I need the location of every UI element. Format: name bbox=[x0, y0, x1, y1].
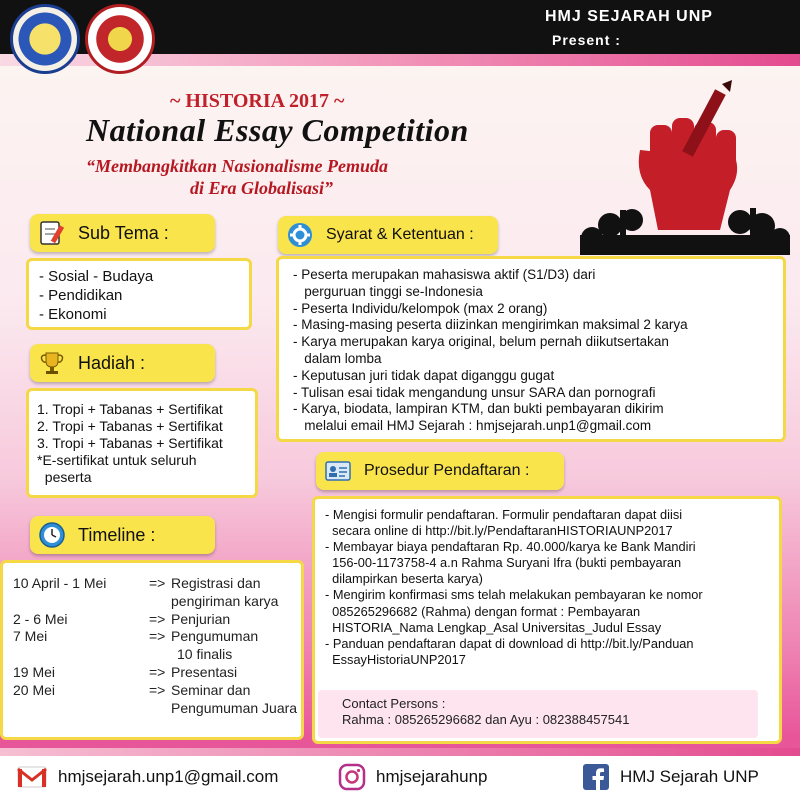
sub-tema-list bbox=[39, 267, 249, 324]
timeline-date: 20 Mei bbox=[13, 681, 56, 698]
list-item: 1. Tropi + Tabanas + Sertifikat bbox=[37, 401, 223, 417]
timeline-box bbox=[0, 560, 304, 740]
list-item: HISTORIA_Nama Lengkap_Asal Universitas_Judul Essay bbox=[325, 619, 662, 635]
facebook-icon bbox=[582, 763, 610, 791]
list-item: perguruan tinggi se-Indonesia bbox=[293, 283, 483, 299]
fist-pen-illustration bbox=[580, 80, 790, 255]
footer-facebook[interactable] bbox=[582, 760, 759, 794]
timeline-event: Pengumuman bbox=[171, 628, 259, 645]
timeline-date: 19 Mei bbox=[13, 663, 56, 680]
timeline-row bbox=[13, 664, 301, 682]
timeline-heading: Timeline : bbox=[78, 524, 156, 545]
syarat-list bbox=[293, 267, 783, 435]
timeline-row bbox=[13, 593, 301, 611]
timeline-event: Penjurian bbox=[171, 610, 231, 627]
list-item: *E-sertifikat untuk seluruh bbox=[37, 452, 197, 468]
timeline-event: Pengumuman Juara bbox=[171, 699, 298, 716]
hadiah-header bbox=[30, 344, 215, 382]
sub-tema-box bbox=[26, 258, 252, 330]
list-item: - Karya, biodata, lampiran KTM, dan bukti pembayaran dikirim bbox=[293, 401, 664, 417]
timeline-row bbox=[13, 646, 301, 664]
unp-logo bbox=[10, 4, 80, 74]
timeline-row bbox=[13, 611, 301, 629]
list-item: dilampirkan beserta karya) bbox=[325, 571, 483, 587]
list-item: - Pendidikan bbox=[39, 287, 123, 304]
instagram-icon bbox=[338, 763, 366, 791]
list-item: melalui email HMJ Sejarah : hmjsejarah.unp1@gmail.com bbox=[293, 418, 652, 434]
list-item: secara online di http://bit.ly/PendaftaranHISTORIAUNP2017 bbox=[325, 523, 673, 539]
timeline-event: Seminar dan bbox=[171, 681, 251, 698]
organizer-name: HMJ SEJARAH UNP bbox=[545, 8, 713, 25]
syarat-header bbox=[278, 216, 498, 254]
list-item: 2. Tropi + Tabanas + Sertifikat bbox=[37, 418, 223, 434]
list-item: 085265296682 (Rahma) dengan format : Pembayaran bbox=[325, 603, 641, 619]
timeline-arrow: => bbox=[149, 681, 166, 698]
list-item: - Sosial - Budaya bbox=[39, 268, 154, 285]
list-item: peserta bbox=[37, 469, 92, 485]
footer-email[interactable] bbox=[16, 760, 278, 794]
list-item: - Panduan pendaftaran dapat di download di http://bit.ly/Panduan bbox=[325, 635, 694, 651]
timeline-event: Presentasi bbox=[171, 663, 238, 680]
contact-box bbox=[318, 690, 758, 738]
contact-heading: Contact Persons : bbox=[342, 696, 446, 711]
sub-tema-heading: Sub Tema : bbox=[78, 222, 169, 243]
timeline-event: pengiriman karya bbox=[171, 592, 279, 609]
theme-line-1: “Membangkitkan Nasionalisme Pemuda bbox=[86, 156, 389, 176]
list-item: - Peserta merupakan mahasiswa aktif (S1/D3) dari bbox=[293, 267, 596, 282]
footer-instagram[interactable] bbox=[338, 760, 488, 794]
syarat-heading: Syarat & Ketentuan : bbox=[326, 226, 474, 243]
syarat-box bbox=[276, 256, 786, 442]
list-item: - Peserta Individu/kelompok (max 2 orang) bbox=[293, 300, 548, 316]
bottom-bar-accent bbox=[0, 748, 800, 756]
list-item: EssayHistoriaUNP2017 bbox=[325, 651, 466, 667]
hmj-logo bbox=[85, 4, 155, 74]
timeline-row bbox=[13, 575, 301, 593]
present-label: Present : bbox=[552, 32, 621, 48]
competition-title: National Essay Competition bbox=[86, 112, 469, 148]
hadiah-list bbox=[37, 401, 255, 486]
id-card-icon bbox=[324, 457, 352, 485]
timeline-row bbox=[13, 700, 301, 718]
list-item: dalam lomba bbox=[293, 350, 382, 366]
clock-icon bbox=[38, 521, 66, 549]
timeline-arrow: => bbox=[149, 575, 166, 591]
list-item: 3. Tropi + Tabanas + Sertifikat bbox=[37, 435, 223, 451]
timeline-event: Registrasi dan bbox=[171, 575, 261, 591]
list-item: - Mengisi formulir pendaftaran. Formulir pendaftaran dapat diisi bbox=[325, 507, 683, 522]
theme-line-2: di Era Globalisasi” bbox=[190, 178, 334, 198]
timeline-date: 10 April - 1 Mei bbox=[13, 575, 107, 591]
contact-persons: Rahma : 085265296682 dan Ayu : 082388457541 bbox=[342, 712, 630, 727]
footer-facebook-text: HMJ Sejarah UNP bbox=[620, 767, 759, 786]
list-item: - Ekonomi bbox=[39, 306, 107, 323]
timeline-row bbox=[13, 628, 301, 646]
list-item: - Keputusan juri tidak dapat diganggu gugat bbox=[293, 367, 555, 383]
timeline-arrow: => bbox=[149, 663, 166, 680]
timeline-event: 10 finalis bbox=[177, 646, 233, 663]
timeline-header bbox=[30, 516, 215, 554]
list-item: 156-00-1173758-4 a.n Rahma Suryani Ifra (bukti pembayaran bbox=[325, 555, 682, 571]
hadiah-heading: Hadiah : bbox=[78, 352, 146, 373]
footer-email-text: hmjsejarah.unp1@gmail.com bbox=[58, 767, 279, 786]
notepad-pencil-icon bbox=[38, 219, 66, 247]
hadiah-box bbox=[26, 388, 258, 498]
timeline-date: 7 Mei bbox=[13, 628, 48, 645]
prosedur-list bbox=[325, 507, 779, 668]
prosedur-header bbox=[316, 452, 564, 490]
gear-icon bbox=[286, 221, 314, 249]
sub-tema-header bbox=[30, 214, 215, 252]
timeline-arrow: => bbox=[149, 628, 166, 645]
list-item: - Masing-masing peserta diizinkan mengirimkan maksimal 2 karya bbox=[293, 317, 688, 333]
event-name: ~ HISTORIA 2017 ~ bbox=[170, 90, 345, 112]
timeline-arrow: => bbox=[149, 610, 166, 627]
list-item: - Membayar biaya pendaftaran Rp. 40.000/karya ke Bank Mandiri bbox=[325, 539, 696, 555]
gmail-icon bbox=[16, 763, 48, 791]
prosedur-heading: Prosedur Pendaftaran : bbox=[364, 462, 530, 479]
list-item: - Mengirim konfirmasi sms telah melakukan pembayaran ke nomor bbox=[325, 587, 703, 603]
timeline-row bbox=[13, 682, 301, 700]
trophy-icon bbox=[38, 349, 66, 377]
footer-instagram-text: hmjsejarahunp bbox=[376, 767, 488, 786]
list-item: - Tulisan esai tidak mengandung unsur SARA dan pornografi bbox=[293, 384, 656, 400]
timeline-date: 2 - 6 Mei bbox=[13, 610, 68, 627]
list-item: - Karya merupakan karya original, belum pernah diikutsertakan bbox=[293, 334, 669, 350]
